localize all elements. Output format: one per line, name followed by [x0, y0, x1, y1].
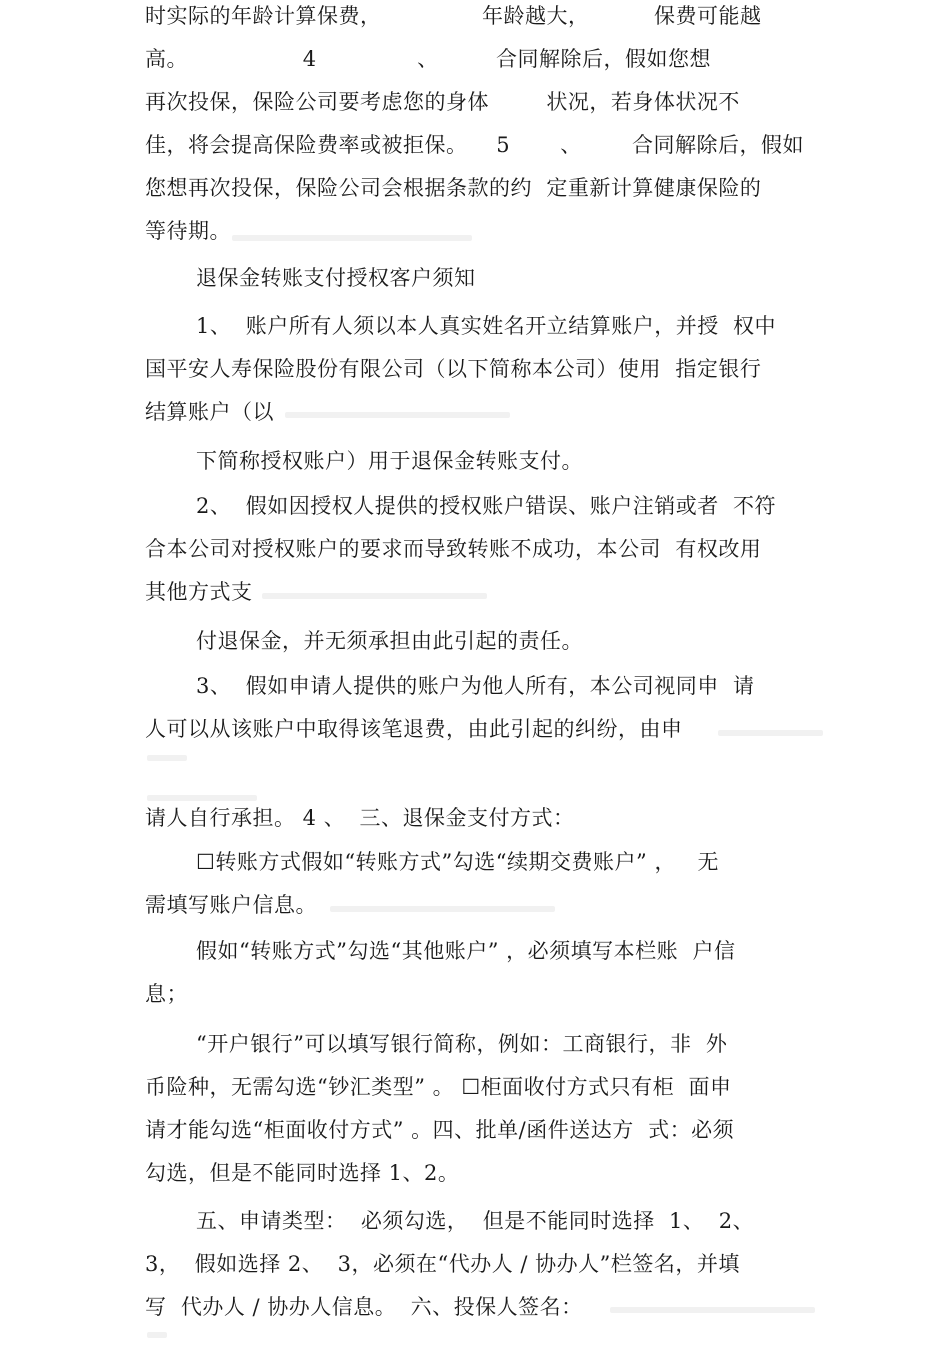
- text-line: 写 代办人 / 协办人信息。 六、投保人签名：: [145, 1295, 583, 1319]
- text-line: 勾选，但是不能同时选择 1、2。: [145, 1161, 460, 1185]
- text-line: 3、 假如申请人提供的账户为他人所有，本公司视同申 请: [196, 674, 755, 698]
- faint-artifact: [610, 1307, 815, 1313]
- faint-artifact: [147, 1332, 167, 1338]
- text-line: 高。 4 、 合同解除后，假如您想: [145, 47, 712, 71]
- text-line: 您想再次投保，保险公司会根据条款的约 定重新计算健康保险的: [145, 176, 762, 200]
- faint-artifact: [330, 906, 555, 912]
- text-line: 时实际的年龄计算保费， 年龄越大， 保费可能越: [145, 4, 762, 28]
- checkbox-option-line: ☐转账方式假如“转账方式”勾选“续期交费账户” ， 无: [196, 850, 719, 874]
- section-title: 退保金转账支付授权客户须知: [196, 266, 476, 290]
- text-line: 息；: [145, 982, 188, 1006]
- faint-artifact: [285, 412, 510, 418]
- text-line: “开户银行”可以填写银行简称，例如：工商银行，非 外: [196, 1032, 728, 1056]
- checkbox-option-line: 币险种，无需勾选“钞汇类型” 。 ☐柜面收付方式只有柜 面申: [145, 1075, 732, 1099]
- text-line: 其他方式支: [145, 580, 253, 604]
- text-line: 下简称授权账户）用于退保金转账支付。: [196, 449, 583, 473]
- text-line: 1、 账户所有人须以本人真实姓名开立结算账户，并授 权中: [196, 314, 777, 338]
- faint-artifact: [147, 795, 257, 801]
- text-line: 假如“转账方式”勾选“其他账户” ，必须填写本栏账 户信: [196, 939, 736, 963]
- text-line: 3， 假如选择 2、 3，必须在“代办人 / 协办人”栏签名，并填: [145, 1252, 740, 1276]
- text-line: 再次投保，保险公司要考虑您的身体 状况，若身体状况不: [145, 90, 740, 114]
- text-line: 需填写账户信息。: [145, 893, 317, 917]
- faint-artifact: [262, 593, 487, 599]
- text-line: 请人自行承担。 4 、 三、退保金支付方式：: [145, 806, 575, 830]
- text-line: 佳，将会提高保险费率或被拒保。 5 、 合同解除后，假如: [145, 133, 805, 157]
- text-line: 付退保金，并无须承担由此引起的责任。: [196, 629, 583, 653]
- text-line: 人可以从该账户中取得该笔退费，由此引起的纠纷，由申: [145, 717, 683, 741]
- text-line: 2、 假如因授权人提供的授权账户错误、账户注销或者 不符: [196, 494, 777, 518]
- faint-artifact: [718, 730, 823, 736]
- faint-artifact: [147, 755, 187, 761]
- text-line: 请才能勾选“柜面收付方式” 。四、批单/函件送达方 式：必须: [145, 1118, 735, 1142]
- text-line: 结算账户（以: [145, 400, 274, 424]
- text-line: 国平安人寿保险股份有限公司（以下简称本公司）使用 指定银行: [145, 357, 762, 381]
- text-line: 等待期。: [145, 219, 231, 243]
- text-line: 五、申请类型： 必须勾选， 但是不能同时选择 1、 2、: [196, 1209, 755, 1233]
- text-line: 合本公司对授权账户的要求而导致转账不成功，本公司 有权改用: [145, 537, 762, 561]
- faint-artifact: [232, 235, 472, 241]
